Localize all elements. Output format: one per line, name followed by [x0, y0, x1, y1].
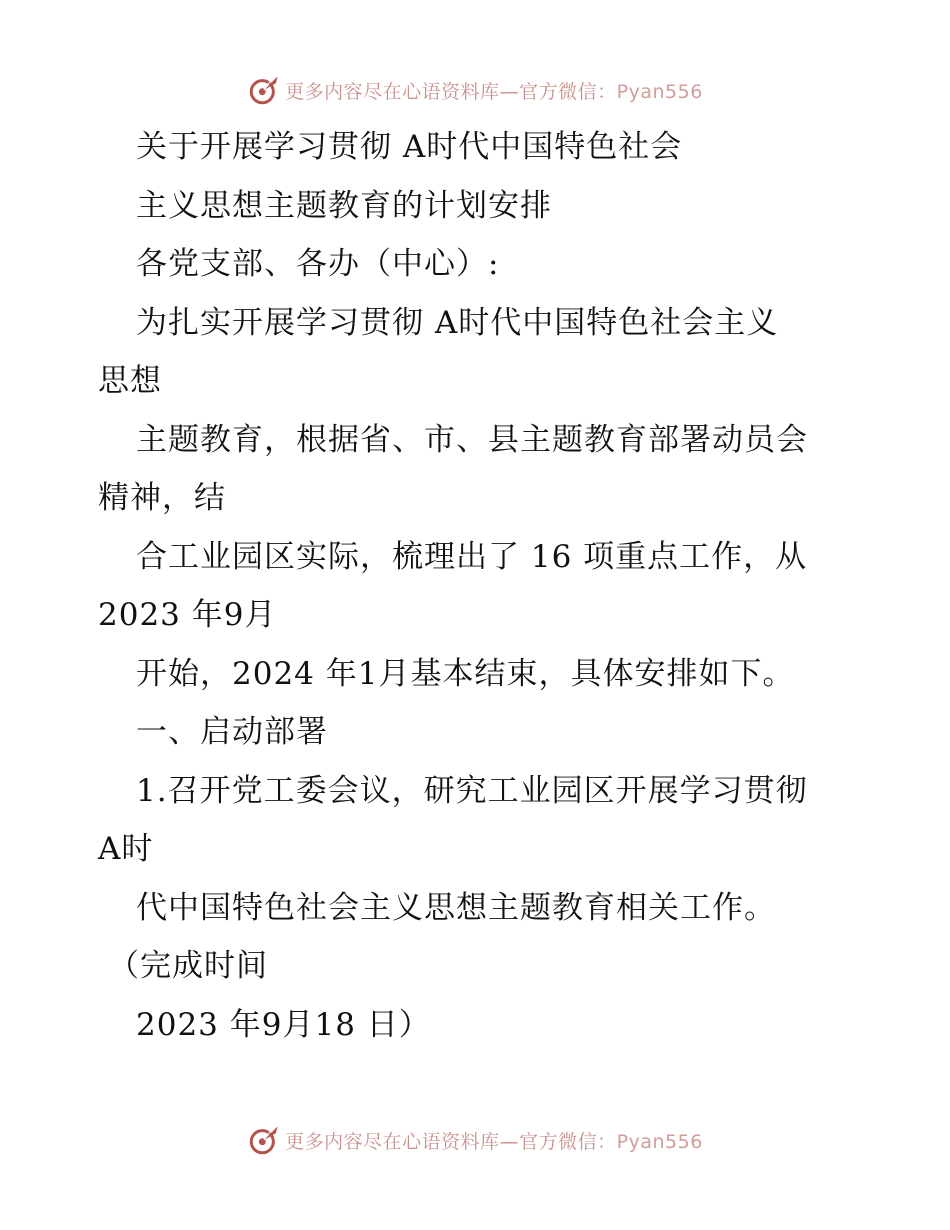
paragraph-line: 思想: [98, 363, 162, 399]
paragraph-line: 开始，2024 年1月基本结束，具体安排如下。: [136, 655, 795, 692]
paragraph-line: 精神，结: [98, 480, 226, 516]
watermark-label: 更多内容尽在心语资料库—官方微信：: [285, 80, 617, 103]
watermark-banner-bottom: [0, 1120, 950, 1160]
watermark-banner-top: [0, 70, 950, 110]
list-item-line: （完成时间: [108, 948, 268, 984]
paragraph-line: 主题教育，根据省、市、县主题教育部署动员会: [136, 421, 808, 458]
watermark-label: 更多内容尽在心语资料库—官方微信：: [285, 1130, 617, 1153]
list-item-line: 代中国特色社会主义思想主题教育相关工作。: [136, 889, 776, 926]
document-body: [98, 118, 898, 1054]
watermark-text: [285, 1127, 703, 1154]
completion-date: 2023 年9月18 日）: [136, 1006, 431, 1043]
list-item-line: 1.召开党工委会议，研究工业园区开展学习贯彻: [136, 772, 808, 809]
quill-circle-logo-icon: [247, 73, 281, 107]
document-addressee: 各党支部、各办（中心）:: [136, 246, 500, 282]
paragraph-line: 为扎实开展学习贯彻 A时代中国特色社会主义: [136, 304, 779, 341]
document-title-line-2: 主义思想主题教育的计划安排: [136, 187, 552, 224]
paragraph-line: 2023 年9月: [98, 597, 277, 633]
document-title-line-1: 关于开展学习贯彻 A时代中国特色社会: [136, 129, 683, 165]
paragraph-line: 合工业园区实际，梳理出了 16 项重点工作，从: [136, 538, 808, 575]
section-heading: 一、启动部署: [136, 714, 328, 750]
watermark-handle: Pyan556: [616, 1130, 703, 1153]
quill-circle-logo-icon: [247, 1123, 281, 1157]
watermark-handle: Pyan556: [616, 80, 703, 103]
watermark-text: [285, 77, 703, 104]
list-item-line: A时: [98, 831, 154, 867]
